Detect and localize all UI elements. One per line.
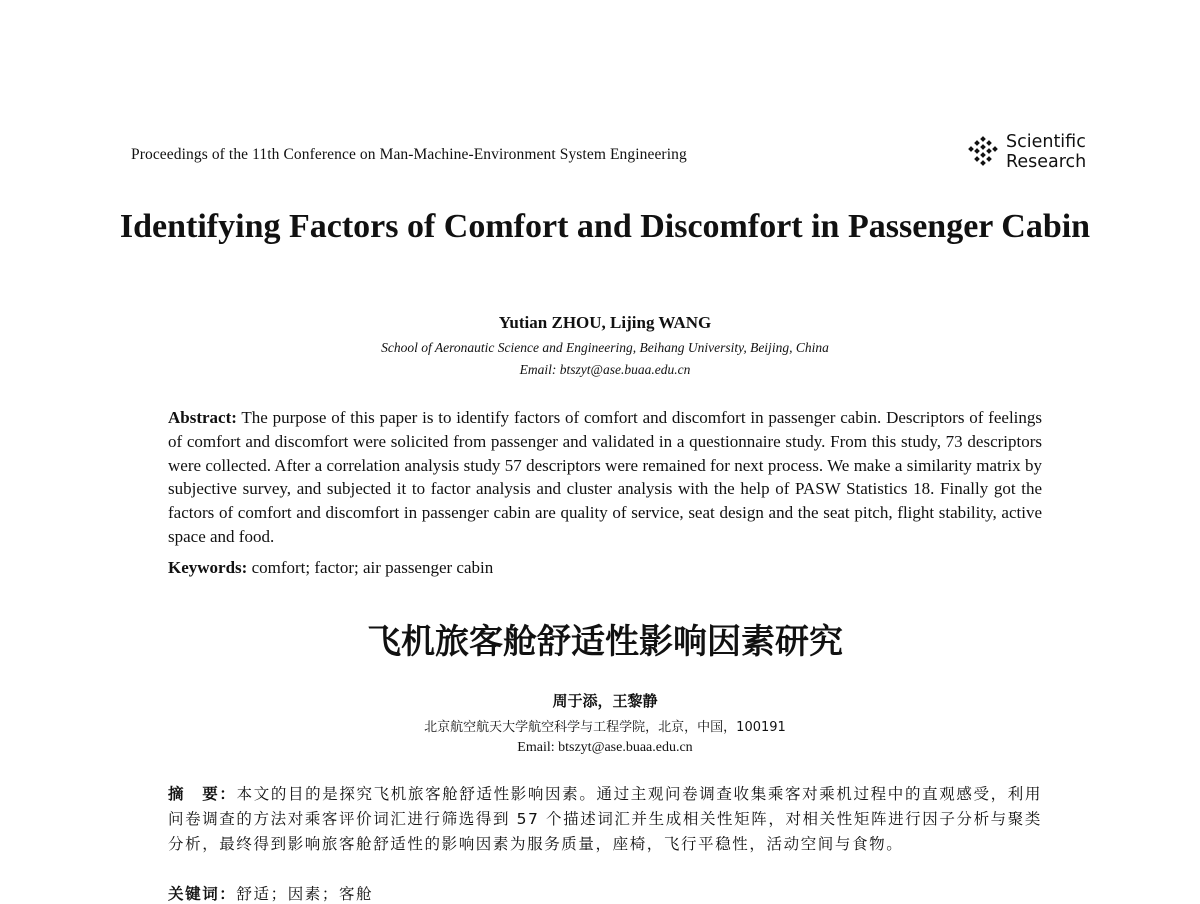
paper-authors: Yutian ZHOU, Lijing WANG xyxy=(498,313,712,332)
keywords-label: Keywords: xyxy=(168,558,248,577)
abstract-text: The purpose of this paper is to identify factors of comfort and discomfort in passenger cabin. Descriptors of feelings of comfort and discomfort were solicited from passenger and validated in a questionnaire study. From this study, 73 descriptors were collected. After a correlation analysis study 57 descriptors were remained for next process. We make a similarity matrix by subjective survey, and subjected it to factor analysis and cluster analysis with the help of PASW Statistics 18. Finally got the factors of comfort and discomfort in passenger cabin are quality of service, seat design and the seat pitch, flight stability, active space and food. xyxy=(168,408,1042,546)
chinese-keywords xyxy=(168,882,1042,904)
proceedings-header: Proceedings of the 11th Conference on Man-Machine-Environment System Engineering xyxy=(131,146,687,163)
paper-affiliation: School of Aeronautic Science and Engineering, Beihang University, Beijing, China xyxy=(381,340,829,355)
chinese-abstract-label: 摘 要： xyxy=(168,785,237,803)
abstract xyxy=(168,406,1042,549)
chinese-abstract xyxy=(168,782,1042,857)
publisher-logo xyxy=(964,132,1094,176)
chinese-keywords-text: 舒适；因素；客舱 xyxy=(236,885,374,903)
paper-title: Identifying Factors of Comfort and Discomfort in Passenger Cabin xyxy=(119,208,1091,245)
keywords xyxy=(168,558,1042,578)
publisher-name xyxy=(1006,132,1086,172)
abstract-label: Abstract: xyxy=(168,408,237,427)
chinese-affiliation: 北京航空航天大学航空科学与工程学院，北京，中国，100191 xyxy=(424,720,786,735)
scientific-research-logo-icon xyxy=(964,136,1000,168)
chinese-email: Email: btszyt@ase.buaa.edu.cn xyxy=(517,740,693,755)
publisher-line2: Research xyxy=(1006,152,1087,172)
chinese-abstract-text: 本文的目的是探究飞机旅客舱舒适性影响因素。通过主观问卷调查收集乘客对乘机过程中的直观感受，利用问卷调查的方法对乘客评价词汇进行筛选得到 57 个描述词汇并生成相关性矩阵，对相关性矩阵进行因子分析与聚类分析，最终得到影响旅客舱舒适性的影响因素为服务质量，座椅，飞行平稳性，活动空间与食物。 xyxy=(168,785,1043,853)
chinese-keywords-label: 关键词： xyxy=(168,885,237,903)
publisher-line1: Scientific xyxy=(1006,132,1086,152)
chinese-authors: 周于添，王黎静 xyxy=(552,692,658,710)
paper-email: Email: btszyt@ase.buaa.edu.cn xyxy=(519,362,691,377)
keywords-text: comfort; factor; air passenger cabin xyxy=(251,558,494,577)
chinese-title: 飞机旅客舱舒适性影响因素研究 xyxy=(367,622,843,662)
